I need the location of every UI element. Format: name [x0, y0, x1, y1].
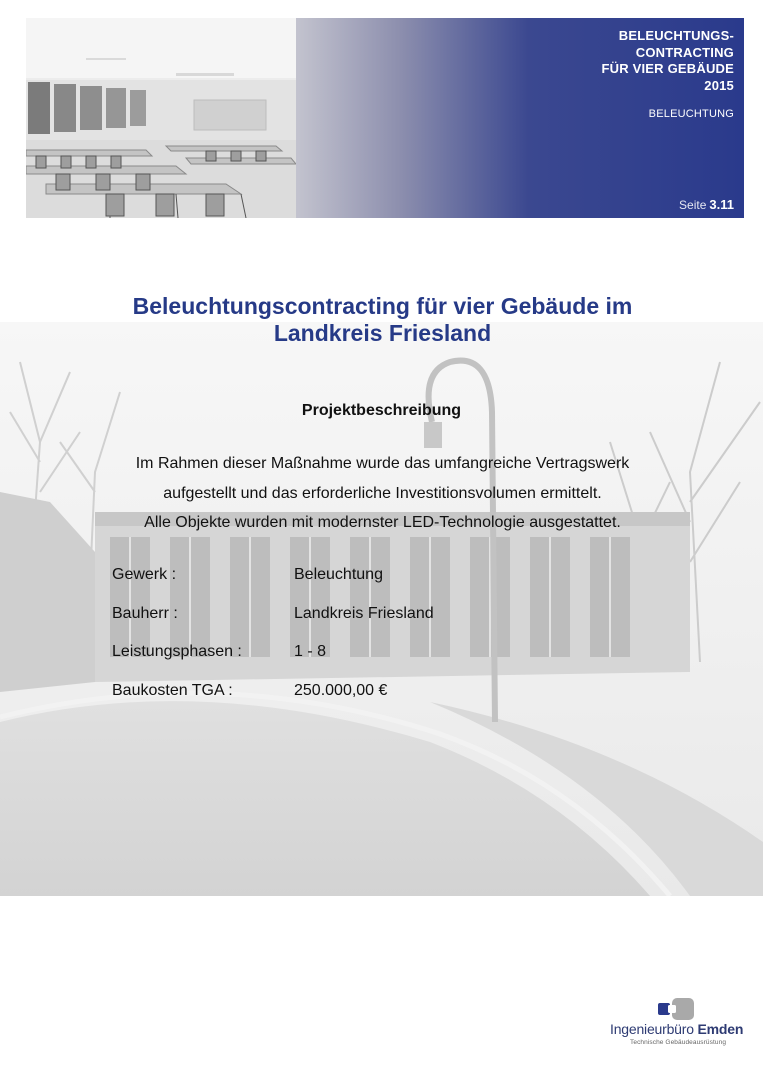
banner-title-line: BELEUCHTUNGS-	[618, 28, 734, 43]
description-line: Alle Objekte wurden mit modernster LED-Technologie ausgestattet.	[144, 514, 621, 531]
category-label: BELEUCHTUNG	[648, 108, 734, 120]
logo-name-bold: Emden	[697, 1021, 744, 1037]
banner-title-line: 2015	[704, 77, 734, 93]
page-title-line: Landkreis Friesland	[273, 320, 492, 346]
company-logo	[604, 998, 749, 1050]
description-line: aufgestellt und das erforderliche Investitionsvolumen ermittelt.	[163, 484, 602, 502]
fact-label: Leistungsphasen :	[112, 643, 242, 660]
page-number-value: 3.11	[709, 197, 734, 212]
page-label: Seite	[679, 198, 707, 212]
section-heading: Projektbeschreibung	[301, 402, 462, 419]
logo-name	[610, 1021, 743, 1037]
fact-label: Gewerk :	[112, 566, 177, 583]
fact-value: 1 - 8	[294, 643, 327, 660]
fact-value: 250.000,00 €	[294, 681, 388, 699]
fact-value: Landkreis Friesland	[294, 604, 434, 622]
logo-name-regular: Ingenieurbüro	[610, 1021, 694, 1037]
fact-label: Baukosten TGA :	[112, 681, 233, 699]
fact-label: Bauherr :	[112, 604, 178, 622]
banner-title	[474, 28, 734, 94]
project-description	[60, 449, 705, 538]
page-title	[60, 293, 705, 347]
page-title-line: Beleuchtungscontracting für vier Gebäude im	[132, 293, 633, 319]
description-line: Im Rahmen dieser Maßnahme wurde das umfangreiche Vertragswerk	[135, 455, 630, 472]
fact-value: Beleuchtung	[294, 566, 383, 583]
banner-title-line: FÜR VIER GEBÄUDE	[601, 61, 734, 76]
logo-tagline: Technische Gebäudeausrüstung	[630, 1039, 727, 1046]
classroom-photo	[26, 18, 296, 218]
banner-title-line: CONTRACTING	[635, 44, 734, 60]
logo-mark-icon	[658, 998, 694, 1020]
page-number	[679, 197, 734, 212]
header-banner	[26, 18, 744, 218]
